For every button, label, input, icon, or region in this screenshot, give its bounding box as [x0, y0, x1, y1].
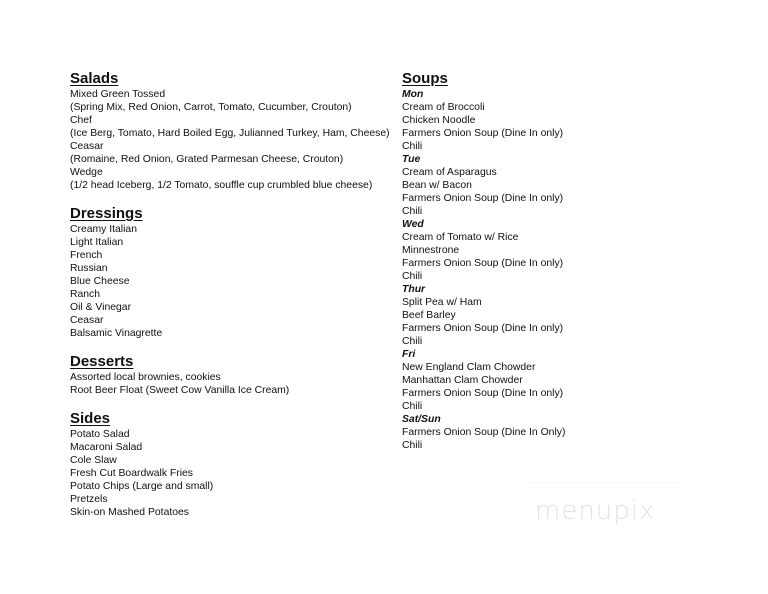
menu-item: Pretzels — [70, 494, 108, 505]
menu-item: Blue Cheese — [70, 276, 130, 287]
menu-item: Chili — [402, 271, 423, 282]
menu-item: Manhattan Clam Chowder — [402, 375, 523, 386]
menu-item-description: (Romaine, Red Onion, Grated Parmesan Cheese, Crouton) — [70, 154, 344, 165]
menu-item: Split Pea w/ Ham — [402, 297, 482, 308]
menu-item: Farmers Onion Soup (Dine In only) — [402, 323, 564, 334]
menu-item: Farmers Onion Soup (Dine In only) — [402, 258, 564, 269]
dressings-heading: Dressings — [70, 205, 143, 222]
menu-item-description: (Ice Berg, Tomato, Hard Boiled Egg, Julianned Turkey, Ham, Cheese) — [70, 128, 390, 139]
menu-item: Macaroni Salad — [70, 442, 143, 453]
menu-item: Balsamic Vinagrette — [70, 328, 163, 339]
day-label-wed: Wed — [402, 219, 424, 230]
menu-item: Skin-on Mashed Potatoes — [70, 507, 189, 518]
menu-item: Farmers Onion Soup (Dine In Only) — [402, 427, 566, 438]
soups-section — [402, 70, 702, 452]
menu-item: Potato Chips (Large and small) — [70, 481, 214, 492]
menu-item-description: (Spring Mix, Red Onion, Carrot, Tomato, Cucumber, Crouton) — [70, 102, 352, 113]
menu-item-description: (1/2 head Iceberg, 1/2 Tomato, souffle cup crumbled blue cheese) — [70, 180, 373, 191]
menu-item: Creamy Italian — [70, 224, 137, 235]
menu-item: Ceasar — [70, 315, 104, 326]
day-label-fri: Fri — [402, 349, 416, 360]
desserts-heading: Desserts — [70, 353, 134, 370]
menu-item: Root Beer Float (Sweet Cow Vanilla Ice Cream) — [70, 385, 290, 396]
menu-item: Ceasar — [70, 141, 104, 152]
menu-item: Chili — [402, 401, 423, 412]
day-label-tue: Tue — [402, 154, 421, 165]
menu-item: Farmers Onion Soup (Dine In only) — [402, 128, 564, 139]
watermark-logo: menupix — [535, 496, 656, 526]
menu-item: Ranch — [70, 289, 101, 300]
menu-item: Oil & Vinegar — [70, 302, 132, 313]
menu-item: Potato Salad — [70, 429, 130, 440]
menu-item: Chili — [402, 206, 423, 217]
sides-section — [70, 410, 390, 519]
menu-item: Beef Barley — [402, 310, 456, 321]
menu-item: Bean w/ Bacon — [402, 180, 472, 191]
left-column — [70, 70, 390, 532]
menu-item: Assorted local brownies, cookies — [70, 372, 221, 383]
sides-heading: Sides — [70, 410, 111, 427]
dressings-section — [70, 205, 390, 340]
menu-item: Mixed Green Tossed — [70, 89, 166, 100]
menu-item: Chef — [70, 115, 92, 126]
menu-item: Chili — [402, 141, 423, 152]
menu-item: Cream of Tomato w/ Rice — [402, 232, 519, 243]
menu-item: Farmers Onion Soup (Dine In only) — [402, 388, 564, 399]
menu-item: Chili — [402, 440, 423, 451]
day-label-thur: Thur — [402, 284, 426, 295]
menu-item: Light Italian — [70, 237, 124, 248]
menu-item: Wedge — [70, 167, 103, 178]
day-label-mon: Mon — [402, 89, 424, 100]
menu-item: French — [70, 250, 103, 261]
menu-item: Cream of Asparagus — [402, 167, 497, 178]
menu-item: Russian — [70, 263, 108, 274]
menu-item: New England Clam Chowder — [402, 362, 536, 373]
menu-item: Farmers Onion Soup (Dine In only) — [402, 193, 564, 204]
menu-item: Chili — [402, 336, 423, 347]
menu-item: Fresh Cut Boardwalk Fries — [70, 468, 193, 479]
desserts-section — [70, 353, 390, 397]
right-column — [402, 70, 702, 465]
soups-heading: Soups — [402, 70, 448, 87]
salads-section — [70, 70, 390, 192]
watermark-decoration — [530, 482, 680, 487]
menu-item: Cream of Broccoli — [402, 102, 485, 113]
day-label-sat-sun: Sat/Sun — [402, 414, 441, 425]
menu-item: Chicken Noodle — [402, 115, 476, 126]
salads-heading: Salads — [70, 70, 119, 87]
menu-item: Cole Slaw — [70, 455, 117, 466]
menu-item: Minnestrone — [402, 245, 460, 256]
